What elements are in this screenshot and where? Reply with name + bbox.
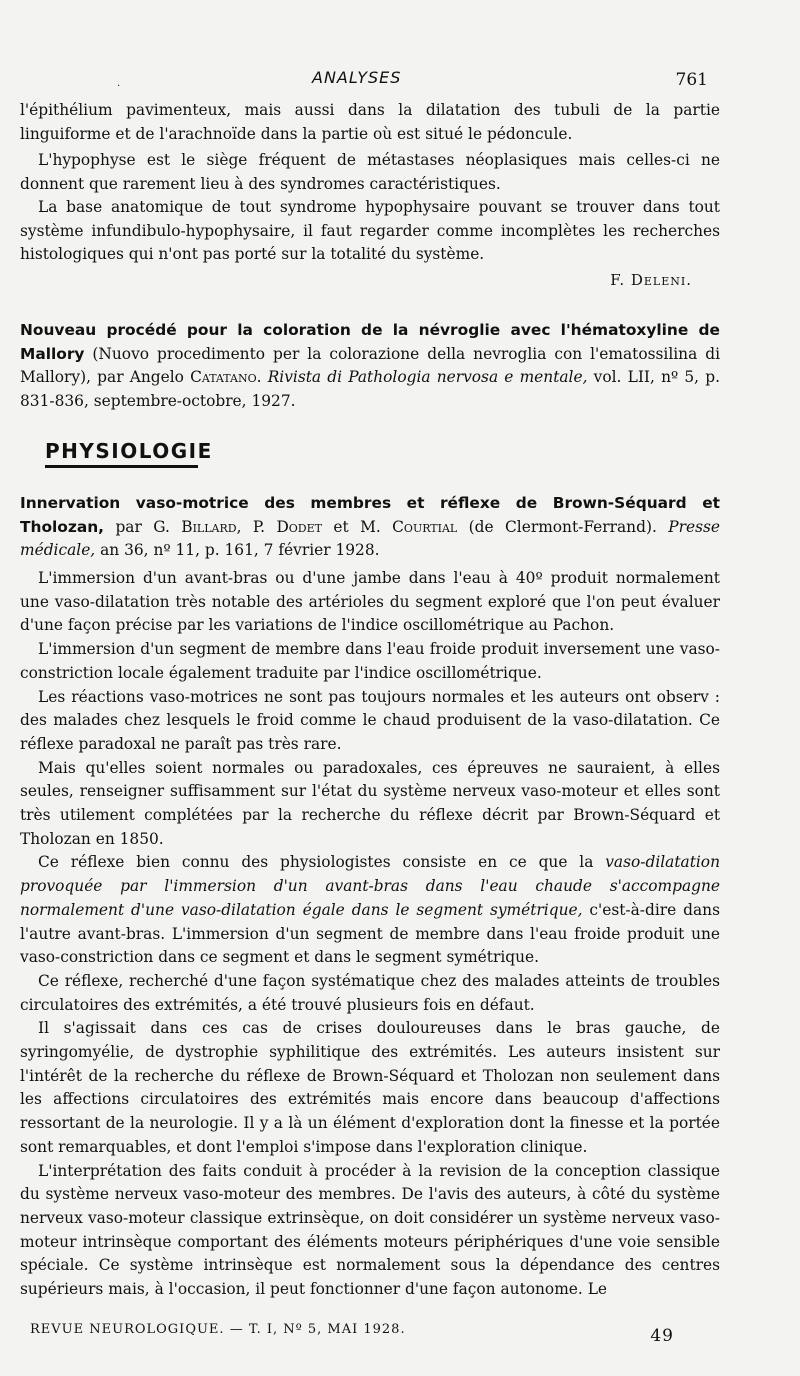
- innervation-body: [20, 567, 720, 1302]
- printer-signature-mark: 49: [650, 1326, 674, 1346]
- body-paragraph-vasomotor-reactions: Les réactions vaso-motrices ne sont pas toujours normales et les auteurs ont observ : des malades chez lesquels le froid comme le chaud produisent de la vaso-dilatation. Ce réflexe paradoxal ne paraît pas très rare.: [20, 687, 720, 753]
- journal-footer-reference: REVUE NEUROLOGIQUE. — T. I, Nº 5, MAI 1928.: [30, 1322, 406, 1337]
- continued-article-paragraph: [20, 99, 720, 146]
- review-reference: vol. LII, nº 5, p. 831-836, septembre-octobre, 1927.: [20, 368, 720, 411]
- author-dodet: Dodet: [276, 517, 322, 536]
- header-separator-dot: .: [117, 78, 121, 89]
- author-billard: Billard: [181, 517, 237, 536]
- innervation-entry-text: Innervation vaso-motrice des membres et réflexe de Brown-Séquard et Tholozan, par G. Billard, P. Dodet et M. Courtial (de Clermont-Ferrand). Presse médicale, an 36, nº 11, p. 161, 7 février 1928.: [20, 494, 721, 560]
- review-author: Catatano: [190, 368, 257, 387]
- innervation-journal: Presse médicale,: [20, 517, 721, 560]
- running-head: ANALYSES: [312, 68, 402, 87]
- paragraph-anatomical-basis: La base anatomique de tout syndrome hypophysaire pouvant se trouver dans tout système infundibulo-hypophysaire, il faut regarder comme incomplètes les recherches histologiques qui n'ont pas porté sur la totalité du système.: [20, 198, 720, 264]
- body-paragraph-interpretation: L'interprétation des faits conduit à procéder à la revision de la conception classique du système nerveux vaso-moteur des membres. De l'avis des auteurs, à côté du système nerveux vaso-moteur classique extrinsèque, on doit considérer un système nerveux vaso-moteur intrinsèque comportant des éléments moteurs périphériques d'une voie sensible spéciale. Ce système intrinsèque est normalement sous la dépendance des centres supérieurs mais, à l'occasion, il peut fonctionner d'une façon autonome. Le: [20, 1161, 720, 1299]
- page-header: [20, 66, 720, 94]
- printed-page: [20, 0, 720, 1376]
- body-paragraph-cold-immersion: L'immersion d'un segment de membre dans l'eau froide produit inversement une vaso-constriction locale également traduite par l'indice oscillométrique.: [20, 640, 720, 682]
- body-paragraph-clinical-cases: Il s'agissait dans ces cas de crises douloureuses dans le bras gauche, de syringomyélie, de dystrophie syphilitique des extrémités. Les auteurs insistent sur l'intérêt de la recherche du réflexe de Brown-Séquard et Tholozan non seulement dans les affections circulatoires des extrémités mais encore dans beaucoup d'affections ressortant de la neurologie. Il y a là un élément d'exploration dont la finesse et la portée sont remarquables, et dont l'emploi s'impose dans l'exploration clinique.: [20, 1019, 720, 1156]
- page-number: 761: [675, 70, 708, 90]
- section-heading-physiologie: PHYSIOLOGIE: [45, 439, 198, 468]
- review-entry-innervation: [20, 492, 720, 563]
- author-signature: F. Deleni.: [610, 271, 692, 289]
- body-paragraph-systematic-search: Ce réflexe, recherché d'une façon systématique chez des malades atteints de troubles circulatoires des extrémités, a été trouvé plusieurs fois en défaut.: [20, 971, 720, 1014]
- anatomical-basis-paragraph-block: [20, 196, 720, 267]
- review-journal: Rivista di Pathologia nervosa e mentale,: [267, 368, 588, 387]
- review-entry-text: Nouveau procédé pour la coloration de la névroglie avec l'hématoxyline de Mallory (Nuovo procedimento per la colorazione della nevroglia con l'ematossilina di Mallory), par Angelo Catatano. Rivista di Pathologia nervosa e mentale, vol. LII, nº 5, p. 831-836, septembre-octobre, 1927.: [20, 321, 720, 411]
- paragraph-hypophysis: L'hypophyse est le siège fréquent de métastases néoplasiques mais celles-ci ne donnent que rarement lieu à des syndromes caractéristiques.: [20, 151, 720, 193]
- innervation-title: Innervation vaso-motrice des membres et réflexe de Brown-Séquard et Tholozan,: [20, 494, 720, 536]
- author-affiliation: (de Clermont-Ferrand).: [457, 517, 657, 536]
- author-courtial: Courtial: [392, 517, 458, 536]
- review-title: Nouveau procédé pour la coloration de la névroglie avec l'hématoxyline de Mallory: [20, 321, 720, 363]
- innervation-reference: an 36, nº 11, p. 161, 7 février 1928.: [95, 541, 380, 560]
- body-paragraph-reflex-definition: Ce réflexe bien connu des physiologistes consiste en ce que la vaso-dilatation provoquée par l'immersion d'un avant-bras dans l'eau chaude s'accompagne normalement d'une vaso-dilatation égale dans le segment symétrique, c'est-à-dire dans l'autre avant-bras. L'immersion d'un segment de membre dans l'eau froide produit une vaso-constriction dans ce segment et dans le segment symétrique.: [20, 853, 720, 967]
- page-footer: [30, 1320, 720, 1350]
- review-entry-nouveau-procede: [20, 319, 720, 414]
- hypophysis-paragraph-block: [20, 149, 720, 196]
- review-title-translation: (Nuovo procedimento per la colorazione della nevroglia con l'ematossilina di Mallory), par Angelo: [20, 344, 720, 387]
- body-paragraph-tests: Mais qu'elles soient normales ou paradoxales, ces épreuves ne sauraient, à elles seules, renseigner suffisamment sur l'état du système nerveux vaso-moteur et elles sont très utilement complétées par la recherche du réflexe décrit par Brown-Séquard et Tholozan en 1850.: [20, 758, 720, 848]
- body-paragraph-immersion: L'immersion d'un avant-bras ou d'une jambe dans l'eau à 40º produit normalement une vaso-dilatation très notable des artérioles du segment exploré que l'on peut évaluer d'une façon précise par les variations de l'indice oscillométrique au Pachon.: [20, 569, 720, 635]
- reflex-definition-italic: vaso-dilatation provoquée par l'immersion d'un avant-bras dans l'eau chaude s'accompagne normalement d'une vaso-dilatation égale dans le segment symétrique,: [20, 853, 720, 919]
- paragraph-epithelium: l'épithélium pavimenteux, mais aussi dans la dilatation des tubuli de la partie linguiforme et de l'arachnoïde dans la partie où est situé le pédoncule.: [20, 101, 720, 143]
